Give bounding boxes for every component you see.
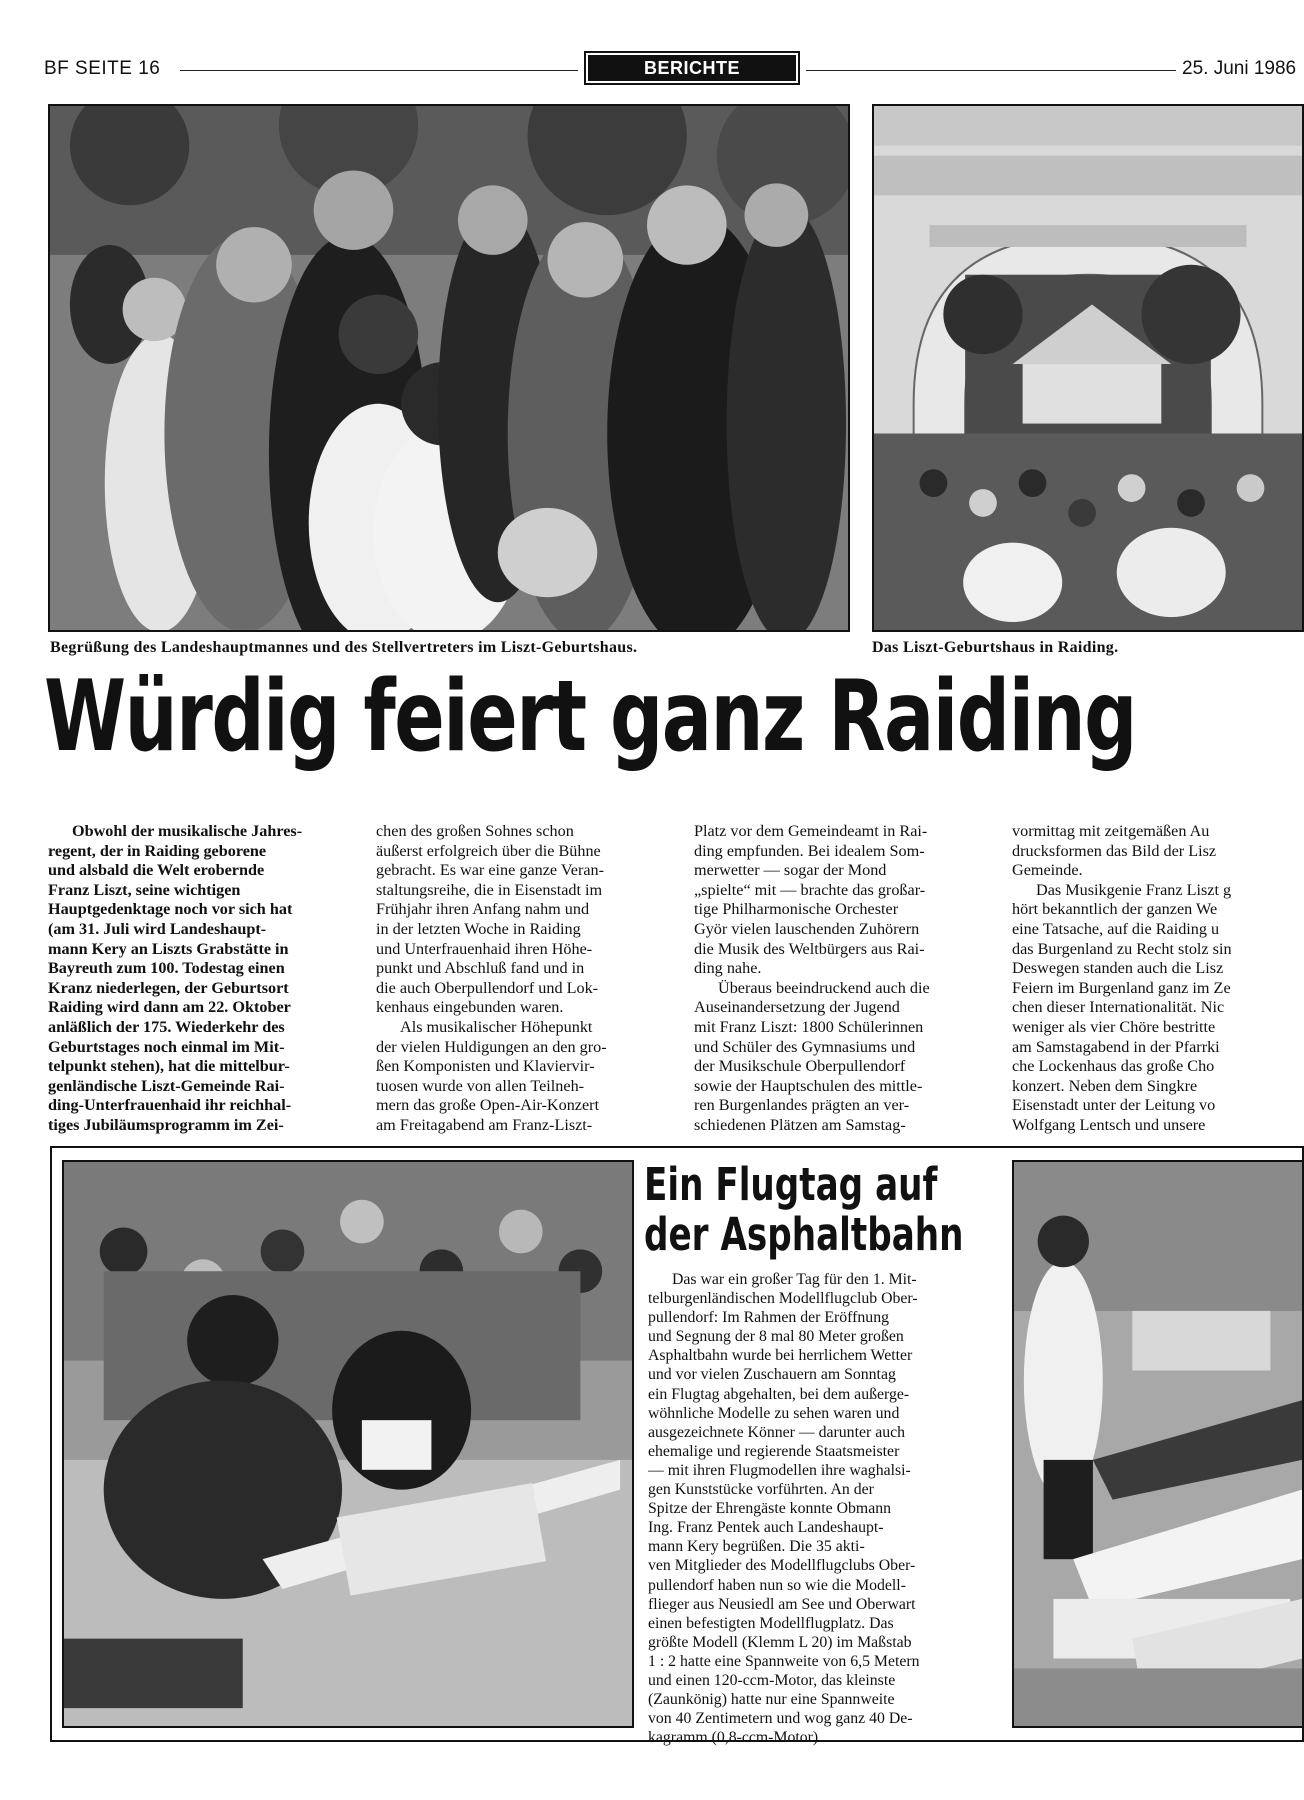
text-line: drucksformen das Bild der Lisz <box>1012 841 1217 860</box>
text-line: der Musikschule Oberpullendorf <box>694 1057 906 1076</box>
text-line: Deswegen standen auch die Lisz <box>1012 959 1224 978</box>
text-line: kenhaus eingebunden waren. <box>376 998 564 1017</box>
text-line: Das war ein großer Tag für den 1. Mit- <box>672 1271 917 1288</box>
text-line: tuosen wurde von allen Teilneh- <box>376 1076 585 1095</box>
text-line: und Segnung der 8 mal 80 Meter großen <box>648 1328 904 1346</box>
text-line: die auch Oberpullendorf und Lok- <box>376 978 599 997</box>
text-line: ren Burgenlandes prägten an ver- <box>694 1096 910 1115</box>
text-line: che Lockenhaus das große Cho <box>1012 1057 1215 1076</box>
text-line: Auseinandersetzung der Jugend <box>694 998 900 1017</box>
text-line: Asphaltbahn wurde bei herrlichem Wetter <box>648 1347 913 1365</box>
photo-model-aircraft-launch <box>62 1160 634 1728</box>
text-line: anläßlich der 175. Wiederkehr des <box>48 1017 285 1036</box>
text-line: Überaus beeindruckend auch die <box>718 978 930 997</box>
text-line: und Schüler des Gymnasiums und <box>694 1037 916 1056</box>
photo-model-aircraft-display <box>1012 1160 1304 1728</box>
text-line: sowie der Hauptschulen des mittle- <box>694 1076 923 1095</box>
text-line: tiges Jubiläumsprogramm im Zei- <box>48 1115 284 1134</box>
text-line: mern das große Open-Air-Konzert <box>376 1096 600 1115</box>
article-column-1 <box>48 822 356 1136</box>
text-line: ven Mitglieder des Modellflugclubs Ober- <box>648 1557 916 1575</box>
text-line: Gemeinde. <box>1012 861 1083 880</box>
text-line: ausgezeichnete Könner — darunter auch <box>648 1423 906 1441</box>
photo-greeting-image <box>50 106 848 630</box>
flugtag-body-text <box>648 1270 1000 1747</box>
text-line: mann Kery an Liszts Grabstätte in <box>48 939 289 958</box>
text-line: die Musik des Weltbürgers aus Rai- <box>694 939 925 958</box>
article-column-3-part-2 <box>694 979 996 1136</box>
header-rule-left <box>180 70 578 71</box>
text-line: gebracht. Es war eine ganze Veran- <box>376 861 605 880</box>
text-line: 1 : 2 hatte eine Spannweite von 6,5 Metern <box>648 1652 920 1670</box>
text-line: von 40 Zentimetern und wog ganz 40 De- <box>648 1710 913 1728</box>
text-line: in der letzten Woche in Raiding <box>376 919 581 938</box>
text-line: einen befestigten Modellflugplatz. Das <box>648 1614 894 1632</box>
photo-model-aircraft-launch-image <box>64 1162 632 1726</box>
text-line: der vielen Huldigungen an den gro- <box>376 1037 607 1056</box>
text-line: ding nahe. <box>694 959 762 978</box>
text-line: schiedenen Plätzen am Samstag- <box>694 1115 906 1134</box>
article-column-3-part-1 <box>694 822 996 979</box>
text-line: und alsbald die Welt erobernde <box>48 861 265 880</box>
text-line: Geburtstages noch einmal im Mit- <box>48 1037 285 1056</box>
article-column-4-part-1 <box>1012 822 1304 881</box>
article-column-2 <box>376 822 676 1136</box>
text-line: ding-Unterfrauenhaid ihr reichhal- <box>48 1096 292 1115</box>
text-line: tige Philharmonische Orchester <box>694 900 899 919</box>
article-headline: Würdig feiert ganz Raiding <box>44 660 1136 774</box>
text-line: äußerst erfolgreich über die Bühne <box>376 841 601 860</box>
text-line: Kranz niederlegen, der Geburtsort <box>48 978 289 997</box>
section-label <box>584 51 800 85</box>
text-line: mann Kery begrüßen. Die 35 akti- <box>648 1538 865 1556</box>
flugtag-headline <box>644 1160 964 1260</box>
text-line: Frühjahr ihren Anfang nahm und <box>376 900 590 919</box>
text-line: Spitze der Ehrengäste konnte Obmann <box>648 1500 892 1518</box>
text-line: chen dieser Internationalität. Nic <box>1012 998 1225 1017</box>
text-line: merwetter — sogar der Mond <box>694 861 887 880</box>
text-line: größte Modell (Klemm L 20) im Maßstab <box>648 1633 912 1651</box>
article-column-4 <box>1012 822 1304 1136</box>
issue-date: 25. Juni 1986 <box>1182 58 1297 79</box>
text-line: wöhnliche Modelle zu sehen waren und <box>648 1404 900 1422</box>
text-line: genländische Liszt-Gemeinde Rai- <box>48 1076 285 1095</box>
page-number: BF SEITE 16 <box>44 58 161 79</box>
text-line: Raiding wird dann am 22. Oktober <box>48 998 291 1017</box>
text-line: pullendorf: Im Rahmen der Eröffnung <box>648 1309 889 1327</box>
article-column-3 <box>694 822 996 1136</box>
caption-greeting: Begrüßung des Landeshauptmannes und des Stellvertreters im Liszt-Geburtshaus. <box>50 639 638 656</box>
text-line: ßen Komponisten und Klaviervir- <box>376 1057 595 1076</box>
text-line: (Zaunkönig) hatte nur eine Spannweite <box>648 1691 895 1709</box>
text-line: gen Kunststücke vorführten. An der <box>648 1481 874 1499</box>
text-line: am Freitagabend am Franz-Liszt- <box>376 1115 593 1134</box>
header-rule-right <box>806 70 1176 71</box>
text-line: das Burgenland zu Recht stolz sin <box>1012 939 1232 958</box>
text-line: Das Musikgenie Franz Liszt g <box>1036 880 1232 899</box>
flugtag-headline-line-1: Ein Flugtag auf <box>644 1158 938 1211</box>
text-line: am Samstagabend in der Pfarrki <box>1012 1037 1220 1056</box>
text-line: „spielte“ mit — brachte das großar- <box>694 880 926 899</box>
text-line: ding empfunden. Bei idealem Som- <box>694 841 925 860</box>
text-line: Györ vielen lauschenden Zuhörern <box>694 919 920 938</box>
text-line: und einen 120-ccm-Motor, das kleinste <box>648 1671 896 1689</box>
text-line: (am 31. Juli wird Landeshaupt- <box>48 919 267 938</box>
text-line: staltungsreihe, die in Eisenstadt im <box>376 880 603 899</box>
text-line: — mit ihren Flugmodellen ihre waghalsi- <box>648 1461 911 1479</box>
photo-greeting <box>48 104 850 632</box>
text-line: Platz vor dem Gemeindeamt in Rai- <box>694 822 928 840</box>
text-line: telpunkt stehen), hat die mittelbur- <box>48 1057 290 1076</box>
photo-model-aircraft-display-image <box>1014 1162 1302 1726</box>
text-line: pullendorf haben nun so wie die Modell- <box>648 1576 906 1594</box>
text-line: regent, der in Raiding geborene <box>48 841 267 860</box>
text-line: Eisenstadt unter der Leitung vo <box>1012 1096 1216 1115</box>
text-line: und vor vielen Zuschauern am Sonntag <box>648 1366 896 1384</box>
text-line: chen des großen Sohnes schon <box>376 822 574 840</box>
flugtag-body <box>648 1270 1000 1747</box>
article-column-2-body <box>376 1018 676 1136</box>
text-line: weniger als vier Chöre bestritte <box>1012 1017 1216 1036</box>
text-line: Hauptgedenktage noch vor sich hat <box>48 900 293 919</box>
text-line: Als musikalischer Höhepunkt <box>400 1017 593 1036</box>
text-line: Obwohl der musikalische Jahres- <box>72 822 303 840</box>
text-line: punkt und Abschluß fand und in <box>376 959 585 978</box>
article-column-1-text <box>48 822 356 1136</box>
text-line: Wolfgang Lentsch und unsere <box>1012 1115 1206 1134</box>
text-line: ehemalige und regierende Staatsmeister <box>648 1442 900 1460</box>
text-line: flieger aus Neusiedl am See und Oberwart <box>648 1595 916 1613</box>
section-label-text: BERICHTE <box>588 55 796 81</box>
article-column-2-lead <box>376 822 676 1018</box>
text-line: eine Tatsache, auf die Raiding u <box>1012 919 1220 938</box>
text-line: hört bekanntlich der ganzen We <box>1012 900 1218 919</box>
caption-liszt-house: Das Liszt-Geburtshaus in Raiding. <box>872 639 1119 656</box>
text-line: und Unterfrauenhaid ihren Höhe- <box>376 939 593 958</box>
text-line: Feiern im Burgenland ganz im Ze <box>1012 978 1231 997</box>
text-line: Ing. Franz Pentek auch Landeshaupt- <box>648 1519 884 1537</box>
text-line: Bayreuth zum 100. Todestag einen <box>48 959 285 978</box>
text-line: telburgenländischen Modellflugclub Ober- <box>648 1290 918 1308</box>
text-line: ein Flugtag abgehalten, bei dem außerge- <box>648 1385 910 1403</box>
article-column-4-part-2 <box>1012 881 1304 1136</box>
text-line: vormittag mit zeitgemäßen Au <box>1012 822 1210 840</box>
flugtag-headline-line-2: der Asphaltbahn <box>644 1208 964 1261</box>
text-line: Franz Liszt, seine wichtigen <box>48 880 241 899</box>
text-line: konzert. Neben dem Singkre <box>1012 1076 1198 1095</box>
text-line: kagramm (0,8-ccm-Motor). <box>648 1729 823 1747</box>
photo-liszt-house-image <box>874 106 1302 630</box>
text-line: mit Franz Liszt: 1800 Schülerinnen <box>694 1017 924 1036</box>
photo-liszt-house <box>872 104 1304 632</box>
